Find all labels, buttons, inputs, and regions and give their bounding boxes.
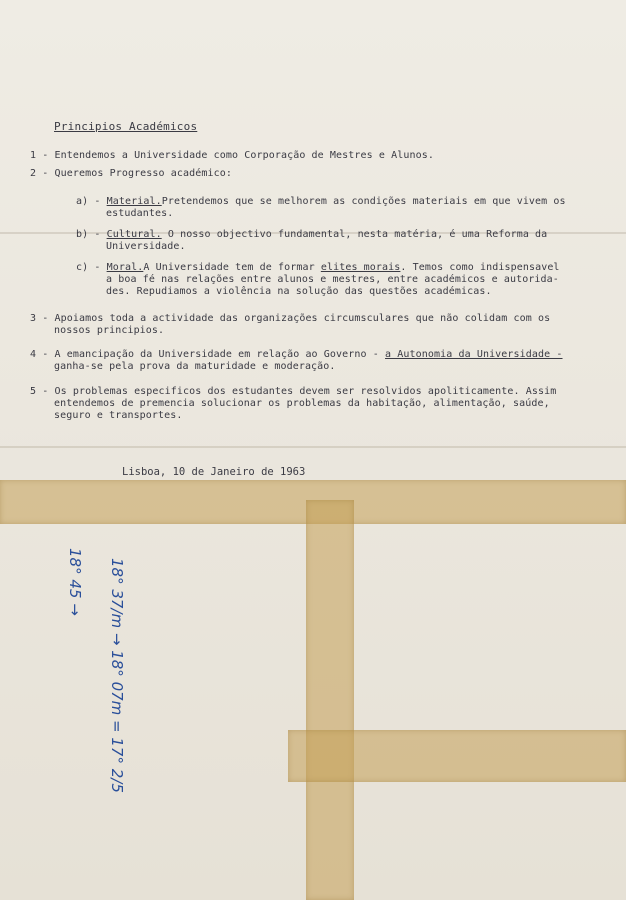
item-text: Os problemas especificos dos estudantes devem ser resolvidos apoliticamente. Assim: [54, 386, 557, 397]
sub-item-label: b) -: [76, 229, 101, 240]
document-title: Principios Académicos: [54, 120, 198, 133]
tape-strip-horizontal-lower: [288, 730, 626, 782]
item-number: 2 -: [30, 168, 49, 179]
item-1: [30, 150, 434, 161]
sub-item-label: a) -: [76, 196, 101, 207]
sub-item-text: . Temos como indispensavel: [400, 262, 560, 273]
item-number: 1 -: [30, 150, 49, 161]
sub-item-text: des. Repudiamos a violência na solução das questões académicas.: [106, 286, 492, 297]
item-2: [30, 168, 232, 179]
item-text: A emancipação da Universidade em relação ao Governo -: [54, 349, 379, 360]
sub-item-text: Pretendemos que se melhorem as condições materiais em que vivem os: [161, 196, 566, 207]
document-date: Lisboa, 10 de Janeiro de 1963: [122, 466, 306, 478]
item-4: [30, 349, 563, 360]
item-3: [30, 313, 550, 324]
sub-item-b: [76, 229, 547, 240]
sub-item-text: Universidade.: [106, 241, 186, 252]
sub-item-term: Cultural.: [106, 229, 162, 240]
tape-strip-vertical: [306, 500, 354, 900]
sub-item-c: [76, 262, 560, 273]
sub-item-a: [76, 196, 566, 207]
sub-item-term: Moral.: [106, 262, 144, 273]
item-text: Entendemos a Universidade como Corporação de Mestres e Alunos.: [54, 150, 434, 161]
sub-item-text: a boa fé nas relações entre alunos e mestres, entre académicos e autorida-: [106, 274, 559, 285]
sub-item-term: Material.: [106, 196, 162, 207]
sub-item-text: estudantes.: [106, 208, 174, 219]
item-text: seguro e transportes.: [54, 410, 183, 421]
item-text: nossos principios.: [54, 325, 165, 336]
handwritten-note-right: 18° 37/m → 18° 07m = 17° 2/5: [108, 558, 126, 793]
item-text: Apoiamos toda a actividade das organizações circumsculares que não colidam com os: [54, 313, 551, 324]
item-5: [30, 386, 556, 397]
item-text: Queremos Progresso académico:: [54, 168, 232, 179]
fold-crease: [0, 446, 626, 448]
item-number: 3 -: [30, 313, 49, 324]
handwritten-note-left: 18° 45 →: [66, 548, 84, 616]
sub-item-text: A Universidade tem de formar: [143, 262, 315, 273]
item-emphasis: a Autonomia da Universidade -: [385, 349, 563, 360]
sub-item-text: O nosso objectivo fundamental, nesta matéria, é uma Reforma da: [167, 229, 548, 240]
item-text: entendemos de premencia solucionar os problemas da habitação, alimentação, saúde,: [54, 398, 550, 409]
sub-item-emphasis: elites morais: [320, 262, 401, 273]
item-text: ganha-se pela prova da maturidade e moderação.: [54, 361, 336, 372]
item-number: 4 -: [30, 349, 49, 360]
item-number: 5 -: [30, 386, 49, 397]
sub-item-label: c) -: [76, 262, 101, 273]
